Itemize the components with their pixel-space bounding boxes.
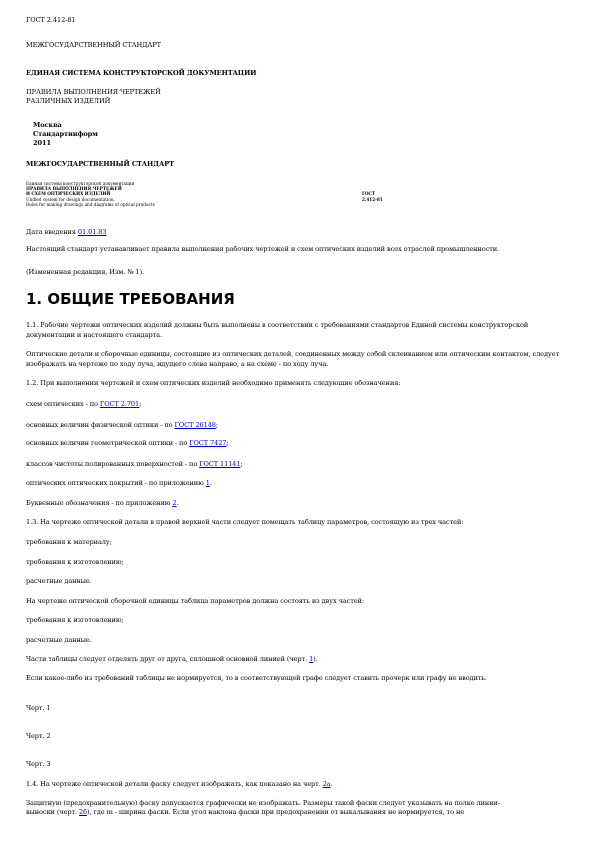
gost-link[interactable]: ГОСТ 2.701	[99, 400, 140, 408]
date-label: Дата введения	[26, 228, 76, 236]
appendix-link[interactable]: 1	[205, 479, 210, 487]
publisher: Стандартинформ	[33, 130, 98, 138]
requirement-item: расчетные данные.	[26, 636, 92, 644]
title-block-line-3: И СХЕМ ОПТИЧЕСКИХ ИЗДЕЛИЙ	[26, 191, 111, 196]
gost-label: ГОСТ	[362, 191, 375, 196]
figure-caption: Черт. 1	[26, 704, 51, 712]
list-item: классов чистоты полированных поверхностей - по ГОСТ 11141;	[26, 460, 243, 468]
figure-link[interactable]: 1	[309, 655, 314, 663]
requirement-item: расчетные данные.	[26, 577, 92, 585]
chamfer-paragraph-line-1: Защитную (предохранительную) фаску допускается графически не изображать. Размеры такой фаски следует указывать на полке линии-	[26, 799, 500, 807]
date-link[interactable]: 01.01.83	[77, 228, 107, 236]
introduction-date	[26, 228, 106, 236]
gost-number: 2.412-81	[362, 197, 383, 202]
revision-note: (Измененная редакция, Изм. № 1).	[26, 268, 145, 276]
figure-link[interactable]: 2б	[79, 808, 87, 816]
gost-link[interactable]: ГОСТ 11141	[199, 460, 241, 468]
standard-type-2: МЕЖГОСУДАРСТВЕННЫЙ СТАНДАРТ	[26, 160, 174, 168]
paragraph-1-3-b: На чертеже оптической сборочной единицы таблица параметров должна состоять из двух частей:	[26, 597, 365, 605]
chamfer-paragraph-line-2: выноски (черт. 2б), где m - ширина фаски. Если угол наклона фаски при предохранении от выкалывания не нормируется, то не	[26, 808, 465, 816]
requirement-item: требования к материалу;	[26, 538, 112, 546]
paragraph-1-4: 1.4. На чертеже оптической детали фаску следует изображать, как показано на черт. 2а.	[26, 780, 333, 788]
paragraph-1-1-b: Оптические детали и сборочные единицы, состоящие из оптических деталей, соединенных между собой склеиванием или оптическим контактом, следует изображать на чертеже по ходу луча, идущего слева направо, а на схеме - по ходу луча.	[26, 350, 560, 368]
norm-paragraph: Если какое-либо из требований таблицы не нормируется, то в соответствующей графе следует ставить прочерк или графу не вводить.	[26, 674, 487, 682]
list-item: оптических оптических покрытий - по приложению 1.	[26, 479, 212, 487]
figure-link[interactable]: 2а	[322, 780, 331, 788]
title-line-2: РАЗЛИЧНЫХ ИЗДЕЛИЙ	[26, 97, 111, 105]
requirement-item: требования к изготовлению;	[26, 558, 124, 566]
figure-caption: Черт. 2	[26, 732, 51, 740]
title-line-1: ПРАВИЛА ВЫПОЛНЕНИЯ ЧЕРТЕЖЕЙ	[26, 88, 161, 96]
title-block-line-2: ПРАВИЛА ВЫПОЛНЕНИЯ ЧЕРТЕЖЕЙ	[26, 186, 122, 191]
title-block-line-4: Unified system for design documentation.	[26, 197, 115, 202]
title-block-line-1: Единая система конструкторской документации	[26, 181, 135, 186]
standard-type: МЕЖГОСУДАРСТВЕННЫЙ СТАНДАРТ	[26, 41, 161, 49]
list-item: Буквенные обозначения - по приложению 2.	[26, 499, 179, 507]
gost-link[interactable]: ГОСТ 7427	[189, 439, 227, 447]
title-block-line-5: Rules for making drawings and diagrams of optical products	[26, 202, 155, 207]
list-item: схем оптических - по ГОСТ 2.701;	[26, 400, 142, 408]
year: 2011	[33, 139, 51, 147]
figure-caption: Черт. 3	[26, 760, 51, 768]
system-name: ЕДИНАЯ СИСТЕМА КОНСТРУКТОРСКОЙ ДОКУМЕНТАЦИИ	[26, 69, 257, 77]
list-item: основных величин физической оптики - по ГОСТ 26148;	[26, 421, 218, 429]
appendix-link[interactable]: 2	[172, 499, 177, 507]
requirement-item: требования к изготовлению;	[26, 616, 124, 624]
doc-number: ГОСТ 2.412-81	[26, 16, 76, 24]
list-item: основных величин геометрической оптики - по ГОСТ 7427;	[26, 439, 229, 447]
gost-link[interactable]: ГОСТ 26148	[174, 421, 216, 429]
parts-paragraph: Части таблицы следует отделять друг от друга, сплошной основной линией (черт. 1).	[26, 655, 318, 663]
publisher-city: Москва	[33, 121, 62, 129]
paragraph-1-2: 1.2. При выполнении чертежей и схем оптических изделий необходимо применять следующие обозначения:	[26, 379, 401, 387]
scope-paragraph: Настоящий стандарт устанавливает правила выполнения рабочих чертежей и схем оптических изделий всех отраслей промышленности.	[26, 245, 500, 253]
section-heading: 1. ОБЩИЕ ТРЕБОВАНИЯ	[26, 290, 235, 308]
paragraph-1-3: 1.3. На чертеже оптической детали в правой верхней части следует помещать таблицу параметров, состоящую из трех частей:	[26, 518, 464, 526]
paragraph-1-1: 1.1. Рабочие чертежи оптических изделий должны быть выполнены в соответствии с требованиями стандартов Единой системы конструкторской документации и настоящего стандарта.	[26, 321, 529, 339]
